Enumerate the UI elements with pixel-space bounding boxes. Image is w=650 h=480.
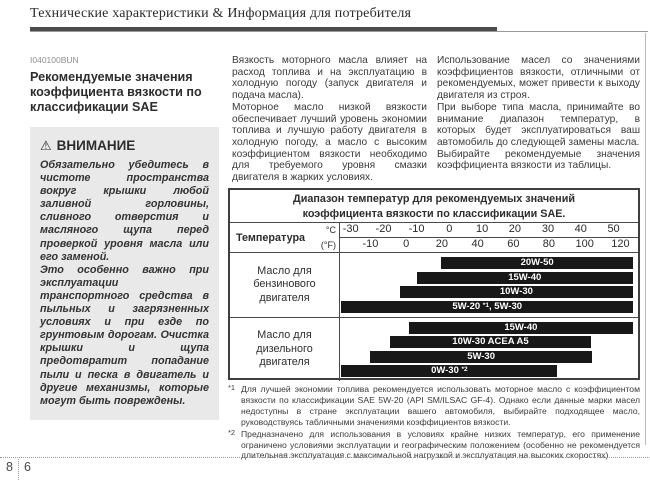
fahrenheit-tick: 60 (507, 237, 520, 250)
viscosity-bar-label: 5W-30 (467, 350, 495, 362)
fahrenheit-tick: 20 (435, 237, 449, 250)
fahrenheit-tick: 0 (403, 237, 410, 250)
viscosity-bar-footnote-marker: *2 (461, 365, 468, 373)
oil-group-row (230, 317, 638, 381)
paragraph: Использование масел со значениями коэффициентов вязкости, отличными от рекомендуемых, может привести к выходу двигателя из строя. (437, 55, 640, 102)
page-number (6, 459, 31, 480)
footnote-marker: *1 (228, 383, 236, 392)
warning-header (40, 138, 209, 153)
temperature-header-cell (230, 223, 340, 252)
warning-box (30, 127, 219, 420)
section-title: Рекомендуемые значения коэффициента вязкости по классификации SAE (30, 70, 202, 114)
warning-title: ВНИМАНИЕ (56, 138, 136, 153)
viscosity-bar-label: 5W-20 (452, 300, 483, 312)
temperature-scale-area (340, 223, 638, 252)
celsius-tick: 30 (541, 223, 555, 235)
viscosity-bar (341, 365, 557, 377)
viscosity-bar-label: 10W-30 ACEA A5 (452, 336, 529, 348)
viscosity-bar-footnote-marker: *1 (482, 301, 489, 309)
table-title: Диапазон температур для рекомендуемых значений коэффициента вязкости по классификации SAE. (230, 190, 638, 223)
oil-group-bars (340, 318, 638, 381)
viscosity-bar-label: 15W-40 (508, 271, 542, 283)
paragraph: Выбирайте рекомендуемые значения коэффициента вязкости из таблицы. (437, 148, 640, 172)
temperature-label: Температура (236, 231, 306, 244)
footnote-marker: *2 (228, 427, 236, 437)
celsius-tick: -20 (375, 223, 392, 235)
celsius-unit-label: °C (325, 225, 336, 235)
celsius-tick: 50 (607, 223, 620, 235)
viscosity-bar (341, 301, 632, 313)
celsius-tick: 20 (508, 223, 522, 235)
paragraph: Вязкость моторного масла влияет на расход топлива и на эксплуатацию в холодную погоду (запуск двигателя и подача масла). (232, 55, 427, 102)
oil-group-bars (340, 253, 638, 317)
paragraph: Обязательно убедитесь в чистоте пространства вокруг крышки любой заливной горловины, сливного отверстия и масляного щупа перед проверкой уровня масла или его заменой. (40, 159, 209, 263)
page-number-page: 6 (23, 460, 31, 474)
celsius-tick: 0 (446, 223, 453, 235)
paragraph: При выборе типа масла, принимайте во внимание диапазон температур, в которых будет эксплуатироваться ваш автомобиль до следующей замены масла. (437, 101, 640, 148)
fahrenheit-tick: -10 (362, 237, 379, 250)
oil-groups (230, 253, 638, 381)
oil-group-label: Масло для бензинового двигателя (230, 253, 340, 317)
temperature-scale-row (230, 223, 638, 253)
viscosity-bar-label: 20W-50 (520, 257, 554, 269)
section-code: I040100BUN (30, 55, 79, 65)
warning-triangle-icon: ⚠ (40, 138, 52, 153)
fahrenheit-tick: 80 (542, 237, 556, 250)
viscosity-bar (400, 286, 633, 298)
footnote (228, 384, 640, 428)
celsius-tick: 40 (574, 223, 587, 235)
celsius-tick: -30 (342, 223, 359, 235)
fahrenheit-unit-label: (°F) (320, 239, 336, 250)
paragraph: Моторное масло низкой вязкости обеспечивает лучший уровень экономии топлива и лучшую работу двигателя в холодную погоду, а масло с высоким коэффициентом вязкости необходимо для требуемого уровня смазки двигателя в жарких условиях. (232, 101, 427, 184)
footnote-text: Для лучшей экономии топлива рекомендуется использовать моторное масло с коэффициентом вязкости по классификации SAE 5W-20 (API SM/ILSAC GF-4). Однако если данные марки масел недоступны в стране эксплуатации вашего автомобиля, выбирайте подходящее масло, руководствуясь табличными значениями коэффициентов вязкости. (241, 384, 640, 427)
footer-divider-line (0, 457, 650, 458)
viscosity-bar (417, 272, 633, 284)
viscosity-bar-label: , 5W-30 (488, 300, 523, 312)
viscosity-bar (441, 257, 633, 269)
viscosity-table (228, 188, 640, 380)
viscosity-bar-label: 10W-30 (499, 286, 533, 298)
paragraph: Это особенно важно при эксплуатации транспортного средства в пыльных и загрязненных условиях и при езде по грунтовым дорогам. Очистка крышки и щупа предотвратит попадание пыли и песка в двигатель и другие механизмы, которые могут быть повреждены. (40, 263, 209, 407)
viscosity-bar (409, 322, 633, 334)
page-number-chapter: 8 (6, 460, 13, 474)
viscosity-bar-label: 0W-30 (431, 364, 462, 376)
header-underline-line (30, 31, 648, 32)
viscosity-bar-label: 15W-40 (504, 322, 538, 334)
right-column (437, 55, 640, 172)
viscosity-bar (370, 351, 591, 363)
footnotes (228, 384, 640, 462)
fahrenheit-tick: 100 (575, 237, 594, 250)
left-column (30, 55, 219, 420)
viscosity-bar (390, 336, 591, 348)
warning-body (40, 159, 209, 408)
oil-group-label: Масло для дизельного двигателя (230, 318, 340, 381)
celsius-tick: -10 (408, 223, 425, 235)
temperature-units (321, 223, 336, 252)
celsius-tick-row (340, 223, 638, 238)
page-edge-line (645, 33, 646, 445)
page-header-title: Технические характеристики & Информация для потребителя (30, 6, 412, 21)
celsius-tick: 10 (476, 223, 489, 235)
fahrenheit-tick: 40 (471, 237, 484, 250)
middle-column (232, 55, 427, 184)
oil-group-row (230, 253, 638, 317)
footnote-text: Предназначено для использования в условиях крайне низких температур, его применение ограничено условиями эксплуатации и географическим положением (особенно не рекомендуется длительная эксплуатация с максимальной нагрузкой и эксплуатация на высоких скоростях). (241, 428, 640, 461)
fahrenheit-tick-row (340, 238, 638, 253)
fahrenheit-tick: 120 (611, 237, 630, 250)
